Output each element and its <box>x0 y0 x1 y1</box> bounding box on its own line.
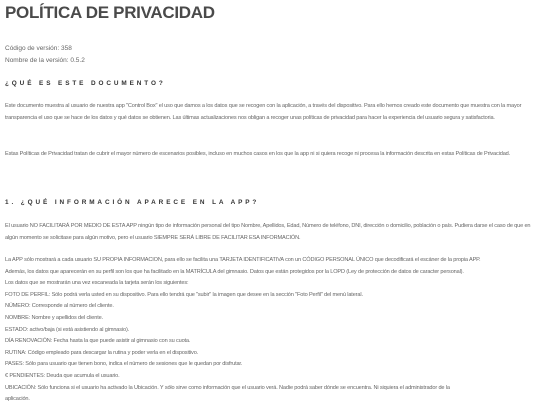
paragraph-intro: Este documento muestra al usuario de nuestra app "Control Box" el uso que damos a los datos que se recogen con la aplicación, a través del dispositivo. Para ello hemos creado este documento que muestra con la mayor transparencia el uso que se hace de los datos y qué datos se obtienen. Las últimas actualizaciones nos obligan a recoger unas políticas de privacidad para hacer la experiencia del usuario segura y satisfactoria. <box>5 103 522 121</box>
info-line: aplicación. <box>5 396 30 403</box>
section-heading-what-is: ¿QUÉ ES ESTE DOCUMENTO? <box>5 80 166 87</box>
section-heading-information: 1. ¿QUÉ INFORMACIÓN APARECE EN LA APP? <box>5 199 260 206</box>
info-line: DÍA RENOVACIÓN: Fecha hasta la que puede asistir al gimnasio con su cuota. <box>5 338 191 345</box>
info-line: ESTADO: activo/baja (si está asistiendo al gimnasio). <box>5 326 130 333</box>
info-line: RUTINA: Código empleado para descargar la rutina y poder verla en el dispositivo. <box>5 349 199 356</box>
info-line: Los datos que se mostrarán una vez escaneada la tarjeta serán los siguientes: <box>5 280 189 287</box>
info-line: NÚMERO: Corresponde al número del cliente. <box>5 303 114 310</box>
info-line: € PENDIENTES: Deuda que acumula el usuario. <box>5 372 120 379</box>
paragraph-scope: Estas Políticas de Privacidad tratan de cubrir el mayor número de escenarios posibles, incluso en muchos casos en los que la app ni si quiera recoge ni procesa la información descrita en estas Políticas de Privacidad. <box>5 151 511 157</box>
version-name: Nombre de la versión: 0.5.2 <box>5 57 85 64</box>
info-list <box>5 255 537 405</box>
code-version: Código de versión: 358 <box>5 45 72 52</box>
info-line: FOTO DE PERFIL: Sólo podrá verla usted en su dispositivo. Para ello tendrá que "subir" la imagen que desee en la sección "Foto Perfil" del menú lateral. <box>5 291 363 298</box>
info-line: La APP sólo mostrará a cada usuario SU PROPIA INFORMACION, para ello se facilita una TARJETA IDENTIFICATIVA con un CÓDIGO PERSONAL ÚNICO que decodificará el escáner de la propia APP. <box>5 257 481 263</box>
info-line: Además, los datos que aparecerán en su perfil son los que ha facilitado en la MATRÍCULA del gimnasio. Datos que están protegidos por la LOPD (Ley de protección de datos de caracter personal). <box>5 268 464 275</box>
paragraph-no-personal-data: El usuario NO FACILITARÁ POR MEDIO DE ESTA APP ningún tipo de información personal del tipo Nombre, Apellidos, Edad, Número de teléfono, DNI, dirección o domicilio, población o país. Pudiera darse el caso de que en algún momento se solicitase para algún motivo, pero el usuario SIEMPRE SERÁ LIBRE DE FACILITAR ESA INFORMACIÓN. <box>5 223 531 241</box>
page-title: POLÍTICA DE PRIVACIDAD <box>5 3 215 22</box>
info-line: NOMBRE: Nombre y apellidos del cliente. <box>5 314 103 321</box>
info-line: UBICACIÓN: Sólo funciona si el usuario ha activado la Ubicación. Y sólo sirve como información que el usuario verá. Nadie podrá saber dónde se encuentra. Ni siquiera el administrador de la <box>5 384 450 391</box>
info-line: PASES: Sólo para usuario que tienen bono, indica el número de sesiones que le quedan por disfrutar. <box>5 361 243 368</box>
